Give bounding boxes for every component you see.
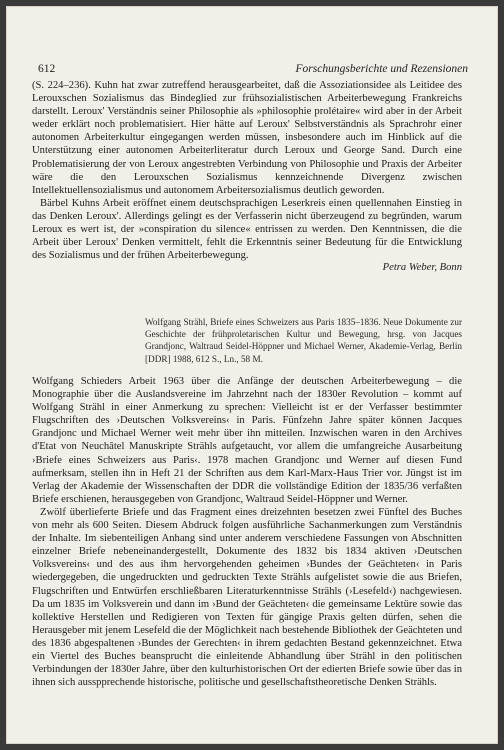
article-paragraph: Wolfgang Schieders Arbeit 1963 über die Anfänge der deutschen Arbeiterbewegung – die Monographie über die Auslandsvereine im Jahrzehnt nach der 1830er Revolution – kommt auf Wolfgang Strähl in einer Anmerkung zu sprechen: Vielleicht ist er der Verfasser bestimmter Flugschriften des ›Deutschen Volksvereins‹ in Paris. Fünfzehn Jahre später können Jacques Grandjonc und Michael Werner weit mehr über ihn mitteilen. Inzwischen waren in den Archives d'Etat von Neuchâtel Manuskripte Strähls aufgetaucht, vor allem die umfangreiche Ausarbeitung ›Briefe eines Schweizers aus Paris‹. 1978 machen Grandjonc und Werner auf diesen Fund aufmerksam, stellen ihn in Heft 21 der Schriften aus dem Karl-Marx-Haus Trier vor. Jüngst ist im Verlag der Akademie der Wissenschaften der DDR die vollständige Edition der 1835/36 verfaßten Briefe erschienen, herausgegeben von Grandjonc, Waltraud Seidel-Höppner und Werner. <box>32 376 462 505</box>
book-citation: Wolfgang Strähl, Briefe eines Schweizers aus Paris 1835–1836. Neue Dokumente zur Geschichte der frühproletarischen Kultur und Bewegung, hrsg. von Jacques Grandjonc, Waltraud Seidel-Höppner und Michael Werner, Akademie-Verlag, Berlin [DDR] 1988, 612 S., Ln., 58 M. <box>145 317 462 364</box>
running-header <box>38 63 468 79</box>
review-paragraph: Bärbel Kuhns Arbeit eröffnet einem deutschsprachigen Leserkreis einen quellennahen Einstieg in das Denken Leroux'. Allerdings gelingt es der Verfasserin nicht überzeugend zu begründen, warum Leroux es wert ist, der »conspiration du silence« entrissen zu werden. Den Kenntnissen, die die Arbeit über Leroux' Denken vermittelt, fehlt die Erkenntnis seiner Bedeutung für die Entwicklung des Sozialismus und der frühen Arbeiterbewegung. <box>32 197 462 262</box>
article-paragraph: Zwölf überlieferte Briefe und das Fragment eines dreizehnten besetzen zwei Fünftel des Buches von mehr als 600 Seiten. Diesem Abdruck folgen ausführliche Sachanmerkungen zum Verständnis der Inhalte. Im siebenteiligen Anhang sind unter anderem verschiedene Fassungen von Abschnitten einzelner Briefe nebeneinandergestellt, Dokumente des 1832 bis 1834 aktiven ›Deutschen Volksvereins‹ und des aus ihm hervorgehenden geheimen ›Bundes der Geächteten‹ in Paris wiedergegeben, die ungedruckten und gedruckten Texte Strähls aufgelistet sowie die aus Briefen, Flugschriften und Entwürfen erschließbaren Literaturkenntnisse Strähls (›Lesefeld‹) nachgewiesen. Da um 1835 im Volksverein und dann im ›Bund der Geächteten‹ die gemeinsame Lektüre sowie das kollektive Herstellen und Redigieren von Texten für gängige Praxis gelten dürfen, sehen die Herausgeber mit jenem Lesefeld die der Möglichkeit nach bestehende Bibliothek der Geächteten und des 1836 abgespaltenen ›Bundes der Gerechten‹ in ihrem gedachten Bestand gekennzeichnet. Etwa ein Viertel des Buches beansprucht die einleitende Abhandlung über Strähl in den politischen Verbindungen der 1830er Jahre, über den kulturhistorischen Ort der edierten Briefe sowie über das in ihnen sich ausspprechende historische, politische und gesellschaftstheoretische Denken Strähls. <box>32 506 462 689</box>
page-number: 612 <box>38 63 56 75</box>
review-signature: Petra Weber, Bonn <box>382 262 462 273</box>
section-title: Forschungsberichte und Rezensionen <box>295 63 468 75</box>
review-paragraph: (S. 224–236). Kuhn hat zwar zutreffend herausgearbeitet, daß die Assoziationsidee als Leitidee des Lerouxschen Sozialismus das Bindeglied zur frühsozialistischen Arbeiterbewegung Frankreichs darstellt. Leroux' Verständnis seiner Philosophie als »philosophie prolétaire« wird aber in der Arbeit weder erklärt noch problematisiert. Hier hätte auf Leroux' Selbstverständnis als Sprachrohr einer autonomen Arbeiterkultur eingegangen werden müssen, insbesondere auch im Hinblick auf die Unterstützung einer autonomen Arbeiterliteratur durch Leroux und George Sand. Durch eine Problematisierung der von Leroux angestrebten Verbindung von Philosophie und Praxis der Arbeiter wäre die den Lerouxschen Sozialismus kennzeichnende Divergenz zwischen Intellektuellensozialismus und autonomem Arbeitersozialismus deutlich geworden. <box>32 80 462 196</box>
review-text <box>32 79 462 262</box>
article-text <box>32 375 462 689</box>
